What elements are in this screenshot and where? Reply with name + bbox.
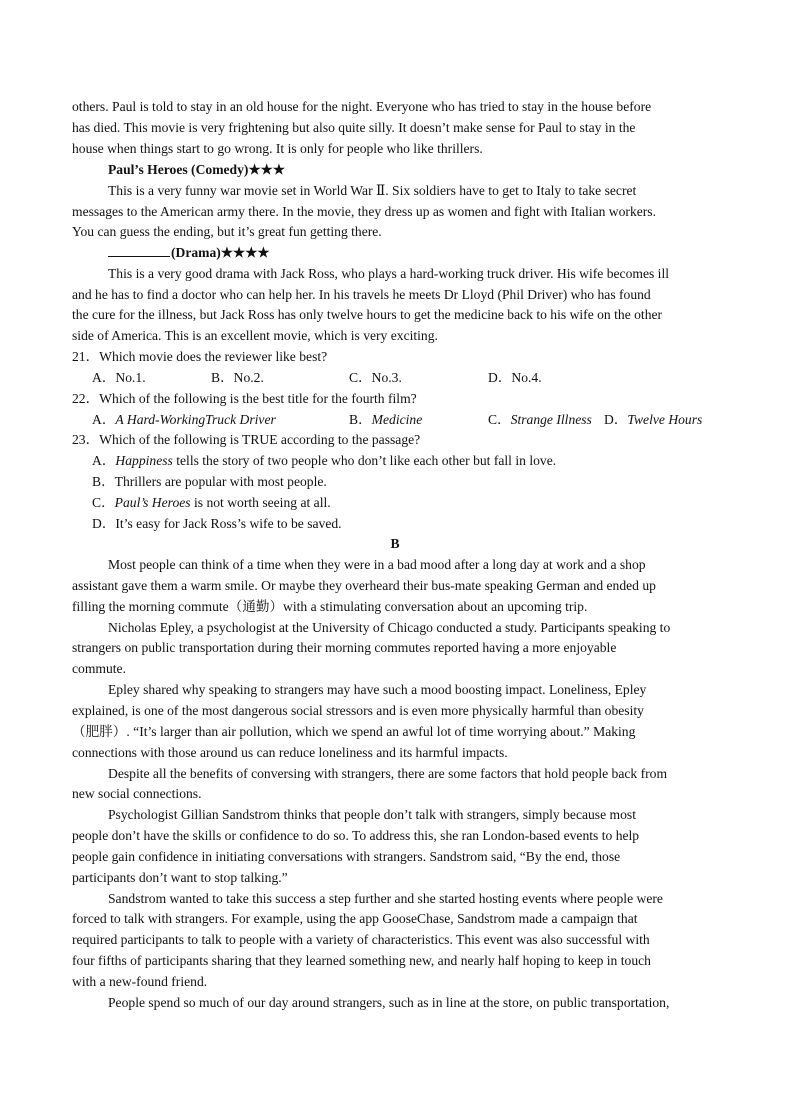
- paragraph-line: connections with those around us can reduce loneliness and its harmful impacts.: [72, 745, 508, 760]
- paragraph-line: assistant gave them a warm smile. Or maybe they overheard their bus-mate speaking German and ended up: [72, 578, 656, 593]
- paragraph-line: required participants to talk to people with a variety of characteristics. This event was also successful with: [72, 932, 650, 947]
- question-21-stem: 21．Which movie does the reviewer like best?: [72, 349, 328, 364]
- paragraph-line: others. Paul is told to stay in an old house for the night. Everyone who has tried to stay in the house before: [72, 99, 652, 114]
- paragraph-line: strangers on public transportation during their morning commutes reported having a more enjoyable: [72, 640, 617, 655]
- question-22-options: [0, 412, 790, 428]
- option-b: B．Medicine: [349, 412, 423, 427]
- movie-4-genre: (Drama)★★★★: [171, 245, 270, 260]
- paragraph-line: Nicholas Epley, a psychologist at the University of Chicago conducted a study. Participants speaking to: [108, 620, 671, 635]
- paragraph-line: people gain confidence in initiating conversations with strangers. Sandstrom said, “By the end, those: [72, 849, 621, 864]
- paragraph-line: commute.: [72, 661, 126, 676]
- paragraph-line: has died. This movie is very frightening but also quite silly. It doesn’t make sense for Paul to stay in the: [72, 120, 636, 135]
- option-a: A．No.1.: [92, 370, 146, 385]
- option-a: A．Happiness tells the story of two people who don’t like each other but fall in love.: [92, 453, 557, 468]
- paragraph-line: Psychologist Gillian Sandstrom thinks that people don’t talk with strangers, simply because most: [108, 807, 636, 822]
- paragraph-line: This is a very good drama with Jack Ross, who plays a hard-working truck driver. His wife becomes ill: [108, 266, 670, 281]
- paragraph-line: People spend so much of our day around strangers, such as in line at the store, on public transportation,: [108, 995, 670, 1010]
- question-21-options: [0, 370, 790, 386]
- paragraph-line: This is a very funny war movie set in World War Ⅱ. Six soldiers have to get to Italy to take secret: [108, 183, 637, 198]
- option-d: D．It’s easy for Jack Ross’s wife to be saved.: [92, 516, 342, 531]
- paragraph-line: and he has to find a doctor who can help her. In his travels he meets Dr Lloyd (Phil Driver) who has found: [72, 287, 651, 302]
- paragraph-line: explained, is one of the most dangerous social stressors and is even more physically harmful than obesity: [72, 703, 644, 718]
- option-c: C．No.3.: [349, 370, 402, 385]
- paragraph-line: Epley shared why speaking to strangers may have such a mood boosting impact. Loneliness, Epley: [108, 682, 647, 697]
- section-heading-b: B: [390, 536, 400, 551]
- paragraph-line: side of America. This is an excellent movie, which is very exciting.: [72, 328, 438, 343]
- paragraph-line: forced to talk with strangers. For example, using the app GooseChase, Sandstrom made a campaign that: [72, 911, 638, 926]
- option-b: B．Thrillers are popular with most people.: [92, 474, 327, 489]
- paragraph-line: Most people can think of a time when they were in a bad mood after a long day at work and a shop: [108, 557, 646, 572]
- paragraph-line: house when things start to go wrong. It is only for people who like thrillers.: [72, 141, 483, 156]
- paragraph-line: people don’t have the skills or confidence to do so. To address this, she ran London-based events to help: [72, 828, 640, 843]
- option-d: D．Twelve Hours: [604, 412, 703, 427]
- paragraph-line: with a new-found friend.: [72, 974, 208, 989]
- title-blank: [108, 245, 170, 257]
- option-d: D．No.4.: [488, 370, 542, 385]
- paragraph-line: filling the morning commute（通勤）with a stimulating conversation about an upcoming trip.: [72, 599, 588, 614]
- option-c: C．Strange Illness: [488, 412, 592, 427]
- paragraph-line: participants don’t want to stop talking.”: [72, 870, 288, 885]
- option-c: C．Paul’s Heroes is not worth seeing at all.: [92, 495, 331, 510]
- movie-3-title: Paul’s Heroes (Comedy)★★★: [108, 162, 286, 177]
- paragraph-line: You can guess the ending, but it’s great fun getting there.: [72, 224, 382, 239]
- paragraph-line: Sandstrom wanted to take this success a step further and she started hosting events where people were: [108, 891, 663, 906]
- paragraph-line: messages to the American army there. In the movie, they dress up as women and fight with Italian workers.: [72, 204, 656, 219]
- paragraph-line: （肥胖）. “It’s larger than air pollution, which we spend an awful lot of time worrying about.” Making: [72, 724, 636, 739]
- movie-4-title: [108, 245, 270, 261]
- question-23-stem: 23．Which of the following is TRUE according to the passage?: [72, 432, 421, 447]
- paragraph-line: four fifths of participants sharing that they learned something new, and nearly half hoping to keep in touch: [72, 953, 651, 968]
- paragraph-line: Despite all the benefits of conversing with strangers, there are some factors that hold people back from: [108, 766, 668, 781]
- option-a: A．A Hard-WorkingTruck Driver: [92, 412, 276, 427]
- option-b: B．No.2.: [211, 370, 264, 385]
- paragraph-line: the cure for the illness, but Jack Ross has only twelve hours to get the medicine back to his wife on the other: [72, 307, 663, 322]
- paragraph-line: new social connections.: [72, 786, 202, 801]
- question-22-stem: 22．Which of the following is the best title for the fourth film?: [72, 391, 417, 406]
